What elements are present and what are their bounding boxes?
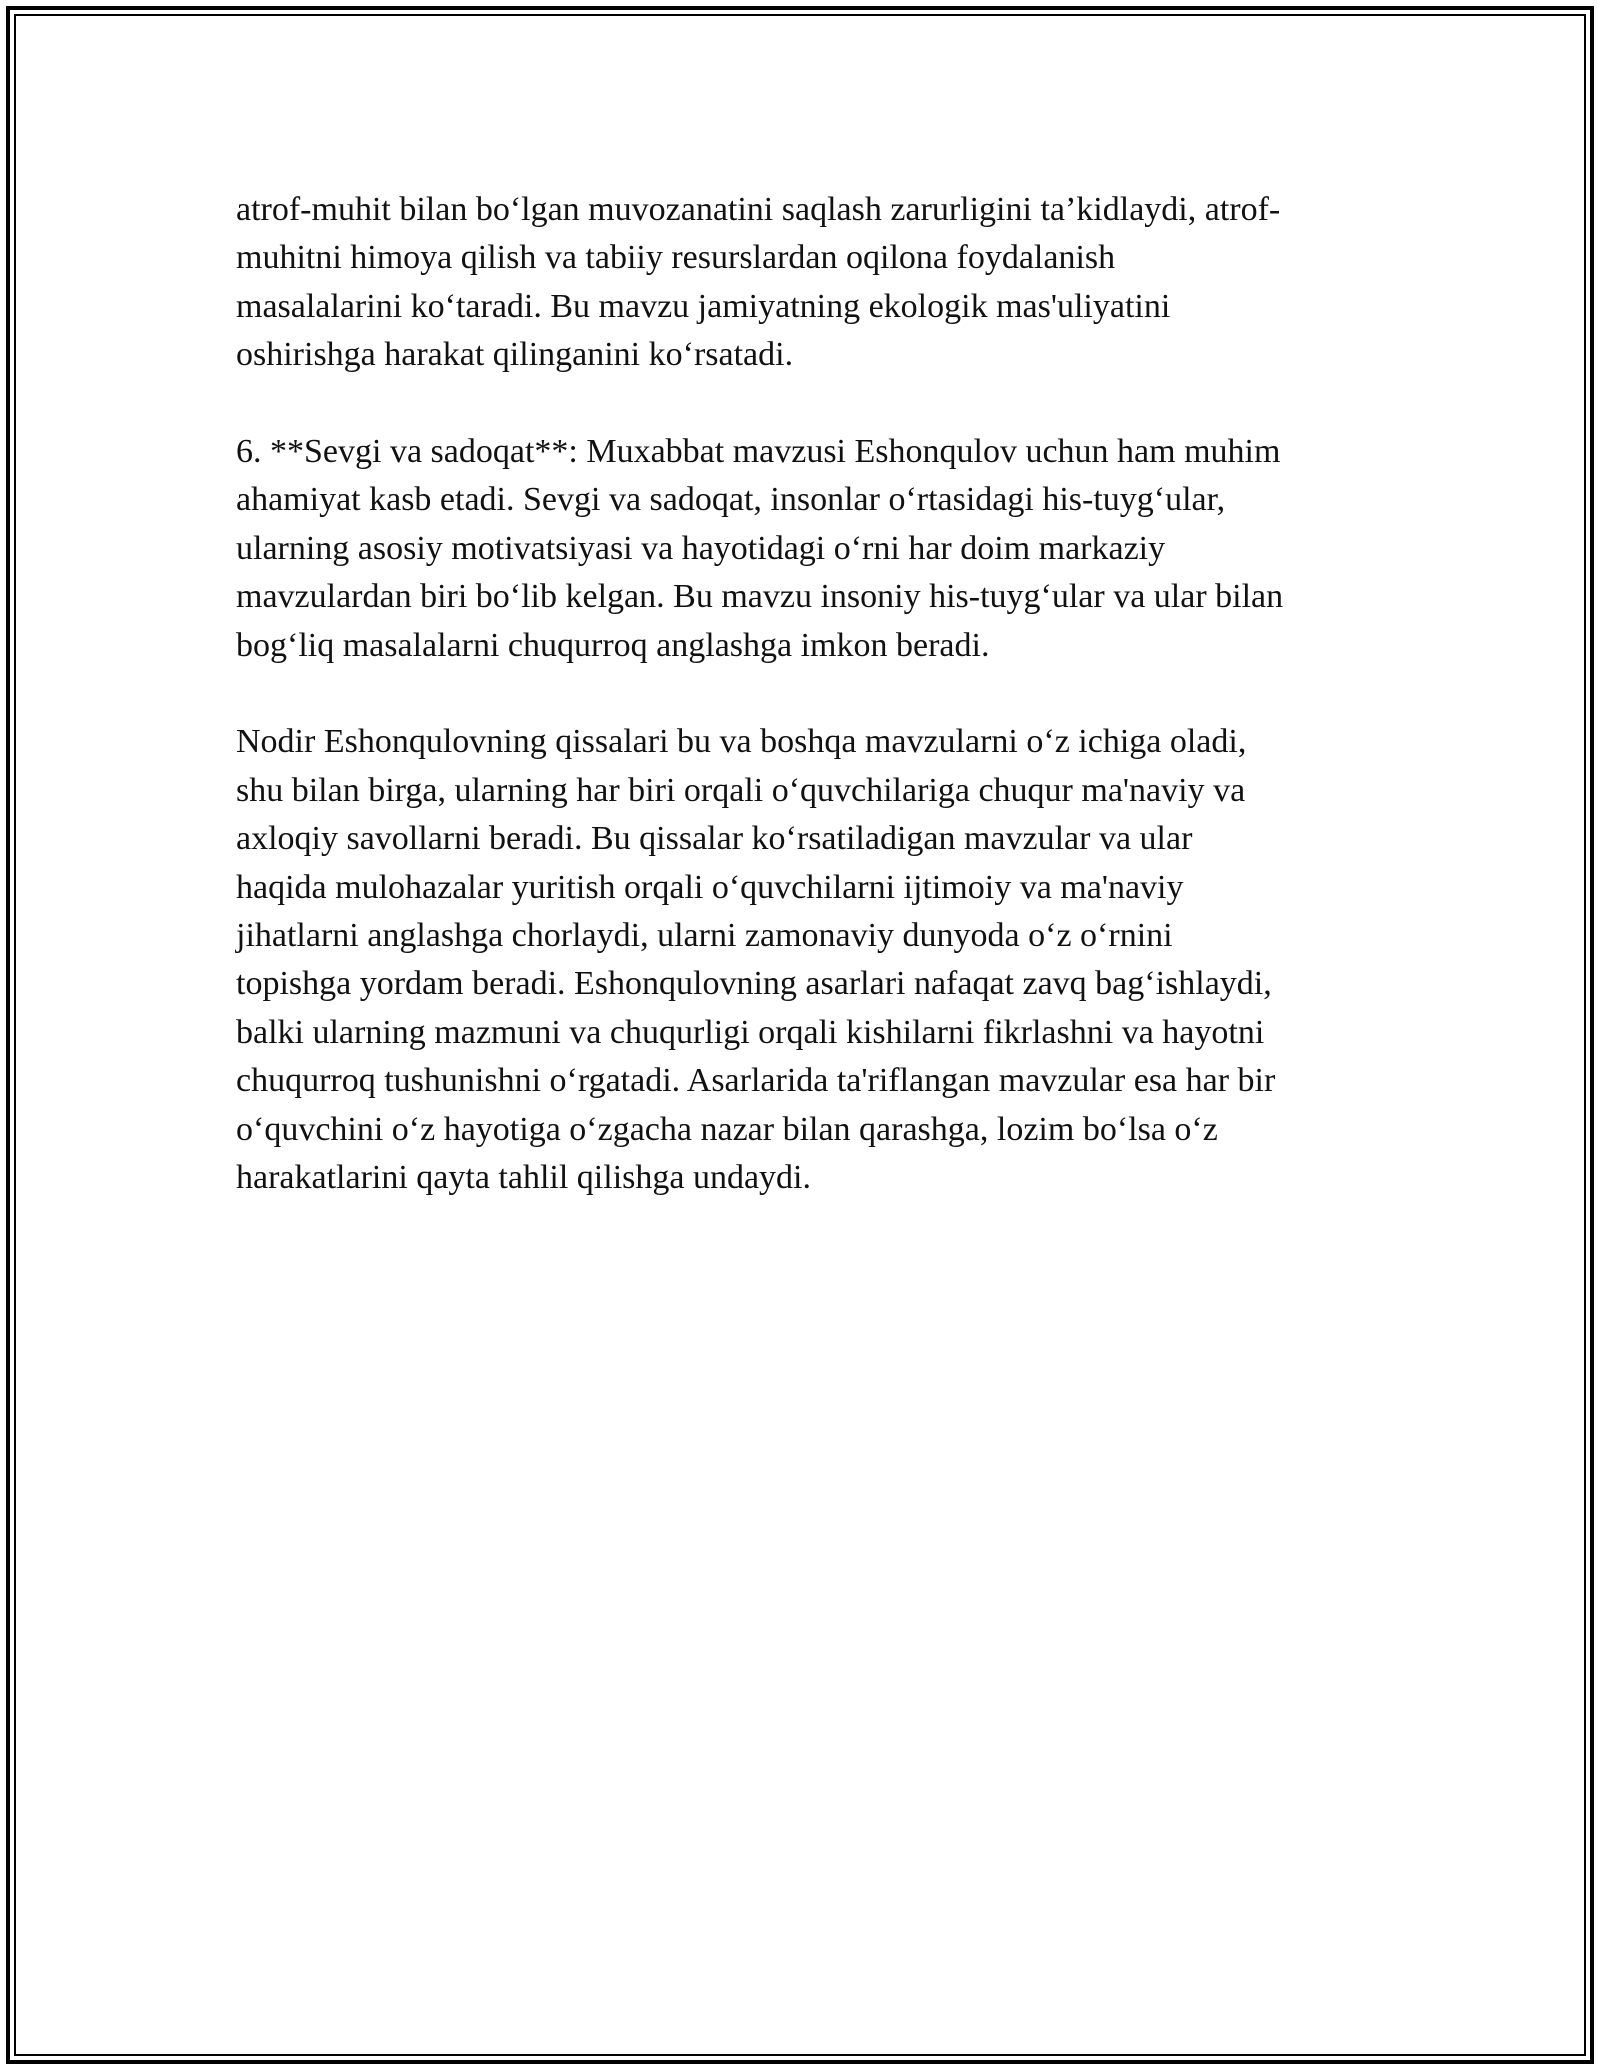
text-line: axloqiy savollarni beradi. Bu qissalar ko‘rsatiladigan mavzular va ular (236, 820, 1193, 858)
paragraph-conclusion (236, 718, 1396, 1202)
text-line: ularning asosiy motivatsiyasi va hayotidagi o‘rni har doim markaziy (236, 529, 1166, 567)
text-line: 6. **Sevgi va sadoqat**: Muxabbat mavzusi Eshonqulov uchun ham muhim (236, 433, 1281, 471)
text-line: Nodir Eshonqulovning qissalari bu va boshqa mavzularni o‘z ichiga oladi, (236, 723, 1247, 761)
text-line: topishga yordam beradi. Eshonqulovning asarlari nafaqat zavq bag‘ishlaydi, (236, 965, 1272, 1003)
document-body (236, 186, 1396, 1251)
text-line: atrof-muhit bilan bo‘lgan muvozanatini saqlash zarurligini ta’kidlaydi, atrof- (236, 191, 1281, 228)
text-line: o‘quvchini o‘z hayotiga o‘zgacha nazar bilan qarashga, lozim bo‘lsa o‘z (236, 1110, 1218, 1148)
paragraph-environment (236, 186, 1396, 380)
text-line: masalalarini ko‘taradi. Bu mavzu jamiyatning ekologik mas'uliyatini (236, 287, 1171, 325)
text-line: muhitni himoya qilish va tabiiy resurslardan oqilona foydalanish (236, 239, 1116, 277)
text-line: balki ularning mazmuni va chuqurligi orqali kishilarni fikrlashni va hayotni (236, 1013, 1265, 1051)
text-line: chuqurroq tushunishni o‘rgatadi. Asarlarida ta'riflangan mavzular esa har bir (236, 1062, 1276, 1100)
text-line: mavzulardan biri bo‘lib kelgan. Bu mavzu insoniy his-tuyg‘ular va ular bilan (236, 578, 1284, 616)
text-line: haqida mulohazalar yuritish orqali o‘quvchilarni ijtimoiy va ma'naviy (236, 868, 1184, 906)
text-line: harakatlarini qayta tahlil qilishga undaydi. (236, 1159, 811, 1197)
text-line: oshirishga harakat qilinganini ko‘rsatadi. (236, 336, 794, 374)
text-line: bog‘liq masalalarni chuqurroq anglashga imkon beradi. (236, 626, 990, 664)
text-line: jihatlarni anglashga chorlaydi, ularni zamonaviy dunyoda o‘z o‘rnini (236, 917, 1173, 955)
text-line: ahamiyat kasb etadi. Sevgi va sadoqat, insonlar o‘rtasidagi his-tuyg‘ular, (236, 481, 1226, 519)
paragraph-love-loyalty (236, 428, 1396, 670)
text-line: shu bilan birga, ularning har biri orqali o‘quvchilariga chuqur ma'naviy va (236, 771, 1246, 809)
